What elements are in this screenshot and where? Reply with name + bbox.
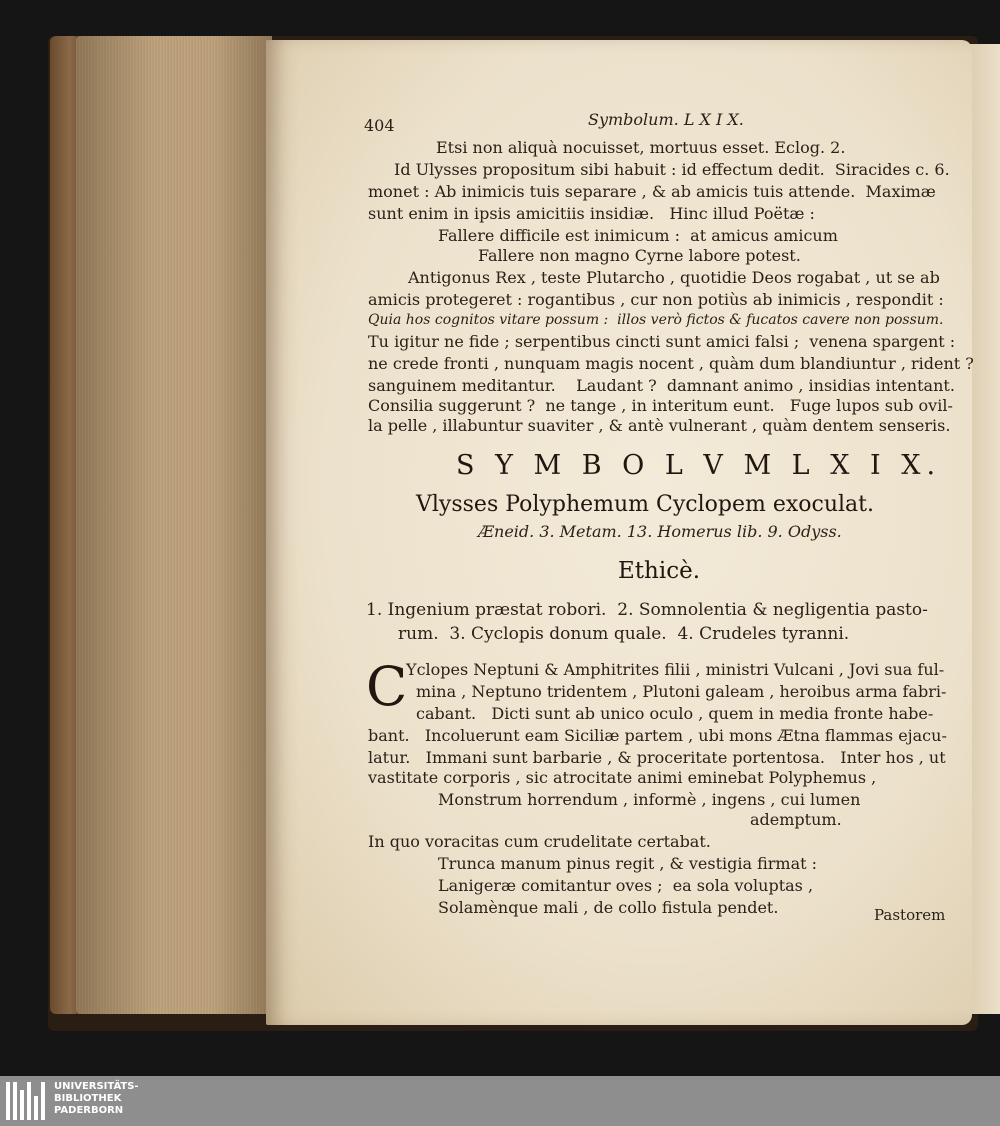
text-line: In quo voracitas cum crudelitate certabat. (368, 832, 711, 851)
text-line: ne crede fronti , nunquam magis nocent , quàm dum blandiuntur , rident ? (368, 354, 974, 373)
text-line: la pelle , illabuntur suaviter , & antè vulnerant , quàm dentem senseris. (368, 416, 951, 435)
point-line: rum. 3. Cyclopis donum quale. 4. Crudeles tyranni. (398, 624, 850, 644)
symbol-sources: Æneid. 3. Metam. 13. Homerus lib. 9. Odyss. (478, 522, 842, 541)
text-line: Id Ulysses propositum sibi habuit : id effectum dedit. Siracides c. 6. (394, 160, 950, 179)
verse-line: Monstrum horrendum , informè , ingens , cui lumen (438, 790, 861, 809)
text-line: sanguinem meditantur. Laudant ? damnant animo , insidias intentant. (368, 376, 955, 395)
symbol-title: S Y M B O L V M L X I X. (456, 450, 942, 481)
book-page (266, 40, 972, 1025)
text-line: sunt enim in ipsis amicitiis insidiæ. Hinc illud Poëtæ : (368, 204, 815, 223)
library-logo-text (54, 1081, 139, 1117)
logo-line: PADERBORN (54, 1105, 124, 1116)
symbol-subtitle: Vlysses Polyphemum Cyclopem exoculat. (416, 492, 874, 517)
catchword: Pastorem (874, 906, 946, 924)
text-line: cabant. Dicti sunt ab unico oculo , quem in media fronte habe- (416, 704, 934, 723)
facing-page-edge (968, 44, 1000, 1014)
ethice-heading: Ethicè. (618, 558, 701, 584)
verse-line: Solamènque mali , de collo fistula pendet. (438, 898, 779, 917)
verse-line: Fallere difficile est inimicum : at amicus amicum (438, 226, 838, 245)
text-line: Consilia suggerunt ? ne tange , in interitum eunt. Fuge lupos sub ovil- (368, 396, 953, 415)
text-line: Yclopes Neptuni & Amphitrites filii , ministri Vulcani , Jovi sua ful- (406, 660, 945, 679)
text-line: Antigonus Rex , teste Plutarcho , quotidie Deos rogabat , ut se ab (408, 268, 940, 287)
text-line: bant. Incoluerunt eam Siciliæ partem , ubi mons Ætna flammas ejacu- (368, 726, 947, 745)
text-line: Etsi non aliquà nocuisset, mortuus esset. Eclog. 2. (436, 138, 846, 157)
text-line: amicis protegeret : rogantibus , cur non potiùs ab inimicis , respondit : (368, 290, 944, 309)
text-line: Tu igitur ne fide ; serpentibus cincti sunt amici falsi ; venena spargent : (368, 332, 956, 351)
verse-line: ademptum. (750, 810, 842, 829)
library-logo-icon (6, 1082, 48, 1120)
verse-line: Trunca manum pinus regit , & vestigia firmat : (438, 854, 818, 873)
library-footer (0, 1076, 1000, 1126)
text-line: mina , Neptuno tridentem , Plutoni galeam , heroibus arma fabri- (416, 682, 947, 701)
text-line: monet : Ab inimicis tuis separare , & ab amicis tuis attende. Maximæ (368, 182, 936, 201)
point-line: 1. Ingenium præstat robori. 2. Somnolentia & negligentia pasto- (366, 600, 928, 620)
logo-line: UNIVERSITÄTS- (54, 1081, 139, 1092)
text-line: vastitate corporis , sic atrocitate animi eminebat Polyphemus , (368, 768, 877, 787)
drop-cap: C (366, 655, 408, 718)
page-block-fore-edge (76, 36, 272, 1014)
text-line: latur. Immani sunt barbarie , & proceritate portentosa. Inter hos , ut (368, 748, 946, 767)
verse-line: Lanigeræ comitantur oves ; ea sola voluptas , (438, 876, 814, 895)
running-head: Symbolum. L X I X. (588, 110, 744, 129)
verse-line: Fallere non magno Cyrne labore potest. (478, 246, 801, 265)
logo-line: BIBLIOTHEK (54, 1093, 122, 1104)
quote-line: Quia hos cognitos vitare possum : illos verò fictos & fucatos cavere non possum. (368, 312, 944, 328)
page-number: 404 (364, 116, 395, 135)
